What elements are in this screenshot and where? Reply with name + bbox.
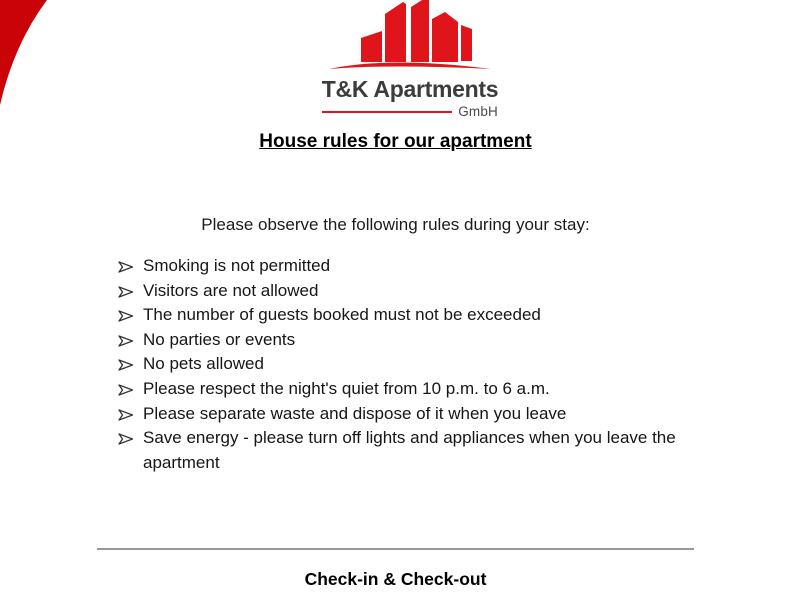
buildings-skyline-icon bbox=[329, 0, 491, 71]
arrowhead-bullet-icon bbox=[118, 261, 134, 273]
rule-text: No pets allowed bbox=[143, 354, 264, 374]
list-item bbox=[118, 279, 710, 304]
arrowhead-bullet-icon bbox=[118, 409, 134, 421]
list-item bbox=[118, 402, 710, 427]
corner-wedge-decoration-icon bbox=[0, 0, 48, 106]
arrowhead-bullet-icon bbox=[118, 310, 134, 322]
list-item bbox=[118, 303, 710, 328]
arrowhead-bullet-icon bbox=[118, 384, 134, 396]
intro-row bbox=[0, 215, 791, 235]
arrowhead-bullet-icon bbox=[118, 433, 134, 445]
logo-underline-row bbox=[320, 104, 500, 119]
document-title-row bbox=[0, 131, 791, 153]
list-item bbox=[118, 328, 710, 353]
company-logo bbox=[320, 0, 500, 119]
rule-text: Visitors are not allowed bbox=[143, 280, 319, 300]
arrowhead-bullet-icon bbox=[118, 286, 134, 298]
checkin-checkout-heading: Check-in & Check-out bbox=[304, 569, 487, 589]
company-suffix: GmbH bbox=[458, 104, 498, 119]
list-item bbox=[118, 352, 710, 377]
house-rules-list bbox=[118, 254, 710, 475]
arrowhead-bullet-icon bbox=[118, 359, 134, 371]
rule-text: No parties or events bbox=[143, 329, 296, 349]
logo-red-underline bbox=[322, 111, 452, 113]
rule-text: The number of guests booked must not be exceeded bbox=[143, 305, 541, 325]
list-item bbox=[118, 377, 710, 402]
footer-title-row bbox=[0, 569, 791, 590]
intro-text: Please observe the following rules during your stay: bbox=[201, 215, 590, 234]
list-item bbox=[118, 426, 710, 475]
page-title: House rules for our apartment bbox=[259, 131, 532, 152]
rule-text: Save energy - please turn off lights and appliances when you leave the apartment bbox=[143, 428, 676, 472]
section-divider bbox=[97, 548, 694, 550]
list-item bbox=[118, 254, 710, 279]
company-name: T&K Apartments bbox=[321, 76, 499, 102]
rule-text: Please respect the night's quiet from 10 p.m. to 6 a.m. bbox=[143, 378, 550, 398]
rule-text: Smoking is not permitted bbox=[143, 256, 331, 275]
arrowhead-bullet-icon bbox=[118, 335, 134, 347]
rule-text: Please separate waste and dispose of it when you leave bbox=[143, 403, 567, 423]
